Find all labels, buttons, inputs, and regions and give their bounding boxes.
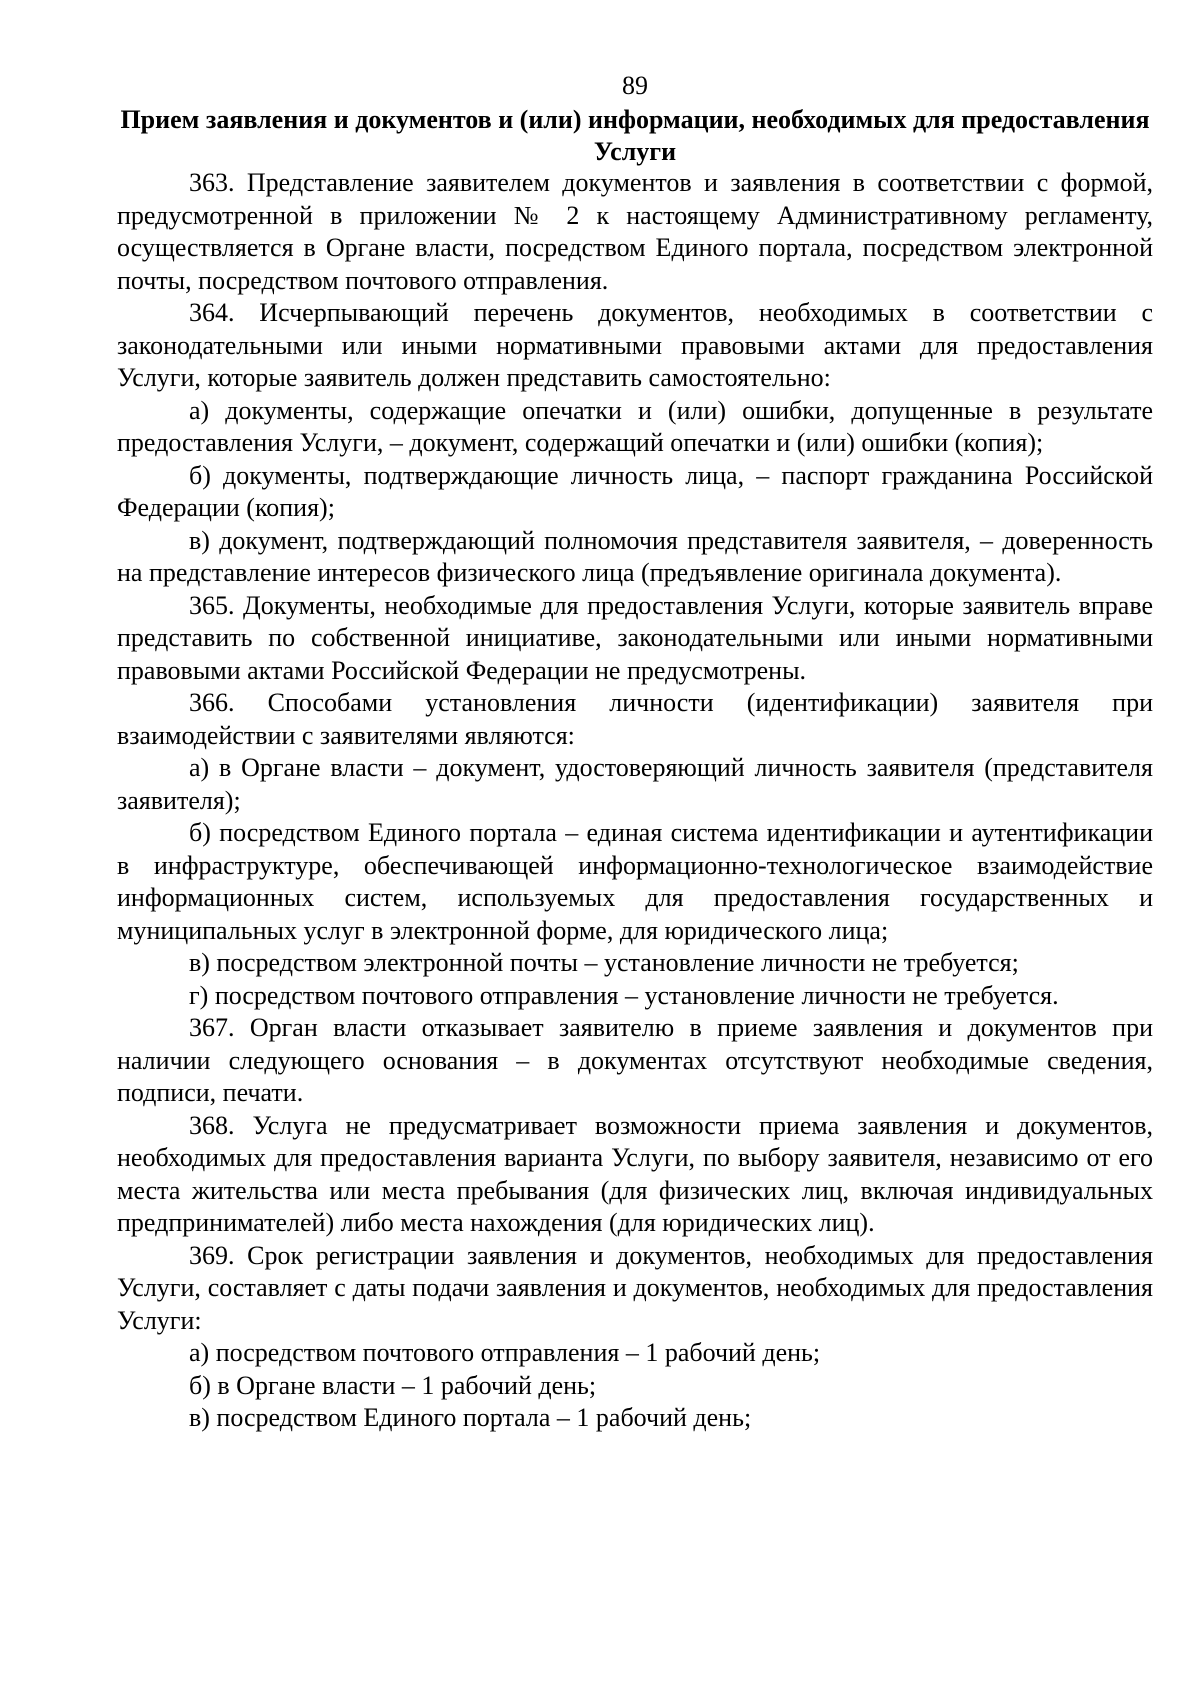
paragraph-369: 369. Срок регистрации заявления и документов, необходимых для предоставления Услуги, составляет с даты подачи заявления и документов, необходимых для предоставления Услуги: <box>117 1240 1153 1335</box>
paragraph-366: 366. Способами установления личности (идентификации) заявителя при взаимодействии с заявителями являются: <box>117 688 1153 750</box>
list-item-364-b: б) документы, подтверждающие личность лица, – паспорт гражданина Российской Федерации (копия); <box>117 460 1153 522</box>
paragraph-363: 363. Представление заявителем документов и заявления в соответствии с формой, предусмотренной в приложении № 2 к настоящему Административному регламенту, осуществляется в Органе власти, посредством Единого портала, посредством электронной почты, посредством почтового отправления. <box>117 168 1153 295</box>
list-item-366-g: г) посредством почтового отправления – установление личности не требуется. <box>189 980 1059 1010</box>
paragraph-365: 365. Документы, необходимые для предоставления Услуги, которые заявитель вправе представить по собственной инициативе, законодательными или иными нормативными правовыми актами Российской Федерации не предусмотрены. <box>117 590 1153 685</box>
section-title: Прием заявления и документов и (или) информации, необходимых для предоставления Услуги <box>120 105 1150 166</box>
list-item-369-v: в) посредством Единого портала – 1 рабочий день; <box>189 1403 752 1432</box>
document-page <box>117 70 1153 1435</box>
list-item-369-b: б) в Органе власти – 1 рабочий день; <box>189 1370 597 1400</box>
list-item-369-a: а) посредством почтового отправления – 1 рабочий день; <box>189 1338 821 1367</box>
list-item-364-v: в) документ, подтверждающий полномочия представителя заявителя, – доверенность на представление интересов физического лица (предъявление оригинала документа). <box>117 525 1153 587</box>
paragraph-367: 367. Орган власти отказывает заявителю в приеме заявления и документов при наличии следующего основания – в документах отсутствуют необходимые сведения, подписи, печати. <box>117 1013 1153 1107</box>
list-item-366-a: а) в Органе власти – документ, удостоверяющий личность заявителя (представителя заявителя); <box>117 753 1153 815</box>
paragraph-368: 368. Услуга не предусматривает возможности приема заявления и документов, необходимых для предоставления варианта Услуги, по выбору заявителя, независимо от его места жительства или места пребывания (для физических лиц, включая индивидуальных предпринимателей) либо места нахождения (для юридических лиц). <box>117 1110 1153 1237</box>
list-item-364-a: а) документы, содержащие опечатки и (или) ошибки, допущенные в результате предоставления Услуги, – документ, содержащий опечатки и (или) ошибки (копия); <box>117 395 1153 457</box>
paragraph-364: 364. Исчерпывающий перечень документов, необходимых в соответствии с законодательными или иными нормативными правовыми актами для предоставления Услуги, которые заявитель должен представить самостоятельно: <box>117 298 1153 392</box>
page-number: 89 <box>622 71 648 100</box>
list-item-366-b: б) посредством Единого портала – единая система идентификации и аутентификации в инфраструктуре, обеспечивающей информационно-технологическое взаимодействие информационных систем, используемых для предоставления государственных и муниципальных услуг в электронной форме, для юридического лица; <box>117 818 1153 945</box>
list-item-366-v: в) посредством электронной почты – установление личности не требуется; <box>189 948 1019 977</box>
